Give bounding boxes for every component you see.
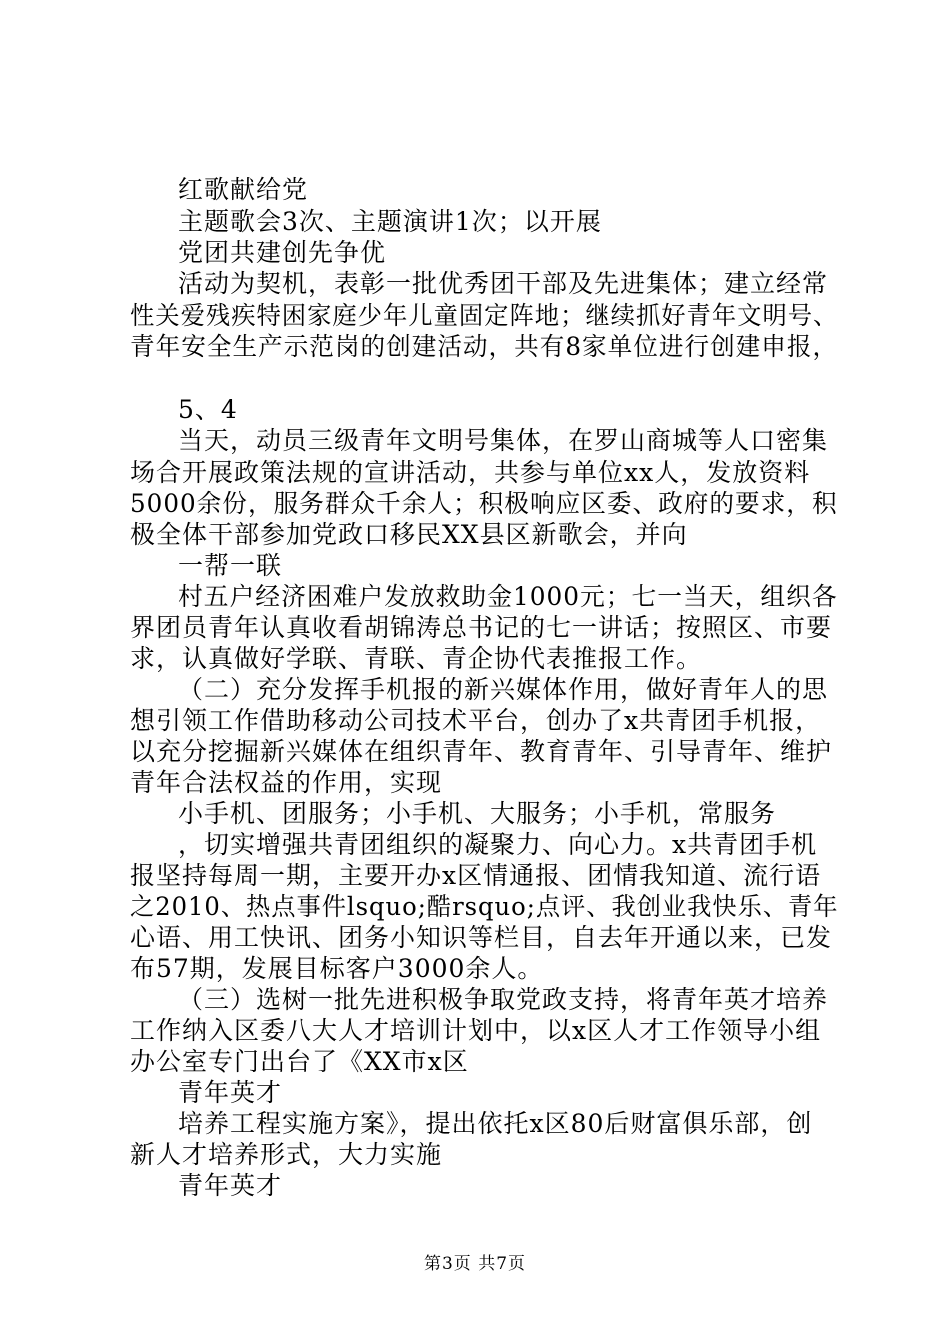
text-line: 布57期，发展目标客户3000余人。: [130, 954, 544, 983]
text-line: 党团共建创先争优: [178, 238, 387, 267]
text-line: 性关爱残疾特困家庭少年儿童固定阵地；继续抓好青年文明号、: [130, 301, 839, 330]
text-line: 报坚持每周一期，主要开办x区情通报、团情我知道、流行语: [130, 861, 822, 890]
text-line: 青年合法权益的作用，实现: [130, 768, 443, 797]
text-line: 心语、用工快讯、团务小知识等栏目，自去年开通以来，已发: [130, 923, 833, 952]
text-line: （三）选树一批先进积极争取党政支持，将青年英才培养: [178, 985, 829, 1014]
text-line: 界团员青年认真收看胡锦涛总书记的七一讲话；按照区、市要: [130, 613, 833, 642]
text-line: 极全体干部参加党政口移民XX县区新歌会，并向: [130, 520, 688, 549]
text-line: （二）充分发挥手机报的新兴媒体作用，做好青年人的思: [178, 675, 829, 704]
text-line: 工作纳入区委八大人才培训计划中，以x区人才工作领导小组: [130, 1016, 822, 1045]
text-line: 场合开展政策法规的宣讲活动，共参与单位xx人，发放资料: [130, 458, 811, 487]
text-line: 以充分挖掘新兴媒体在组织青年、教育青年、引导青年、维护: [130, 737, 833, 766]
text-line: 青年安全生产示范岗的创建活动，共有8家单位进行创建申报，: [130, 332, 839, 361]
text-line: 一帮一联: [178, 551, 283, 580]
text-line: 办公室专门出台了《XX市x区: [130, 1047, 469, 1076]
text-line: 青年英才: [178, 1078, 283, 1107]
text-line: 之2010、热点事件lsquo;酷rsquo;点评、我创业我快乐、青年: [130, 892, 839, 921]
text-line: 新人才培养形式，大力实施: [130, 1140, 443, 1169]
text-line: 培养工程实施方案》，提出依托x区80后财富俱乐部，创: [178, 1109, 813, 1138]
text-line: 求，认真做好学联、青联、青企协代表推报工作。: [130, 644, 703, 673]
text-line: 想引领工作借助移动公司技术平台，创办了x共青团手机报，: [130, 706, 822, 735]
text-line: 主题歌会3次、主题演讲1次；以开展: [178, 207, 602, 236]
text-line: 5、4: [178, 395, 238, 424]
text-line: 小手机、团服务；小手机、大服务；小手机，常服务: [178, 799, 777, 828]
text-line: 当天，动员三级青年文明号集体，在罗山商城等人口密集: [178, 426, 829, 455]
text-line: 青年英才: [178, 1171, 283, 1200]
text-line: 活动为契机，表彰一批优秀团干部及先进集体；建立经常: [178, 269, 829, 298]
text-line: 红歌献给党: [178, 175, 309, 204]
page-number-footer: 第3页 共7页: [423, 1254, 527, 1274]
text-line: ，切实增强共青团组织的凝聚力、向心力。x共青团手机: [178, 830, 818, 859]
text-line: 5000余份，服务群众千余人；积极响应区委、政府的要求，积: [130, 489, 838, 518]
text-line: 村五户经济困难户发放救助金1000元；七一当天，组织各: [178, 582, 838, 611]
